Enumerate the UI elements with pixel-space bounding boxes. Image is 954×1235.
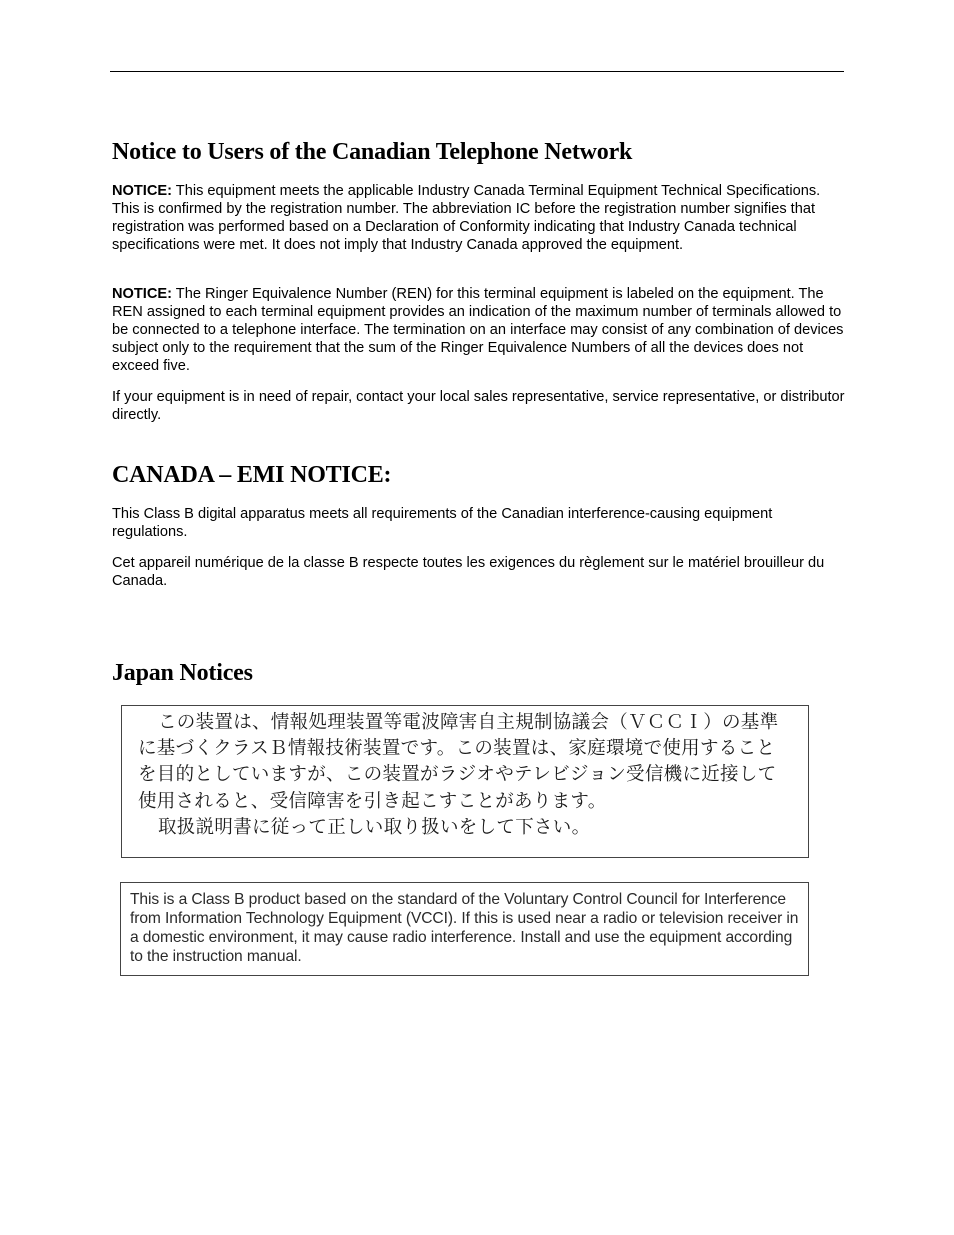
notice-text: The Ringer Equivalence Number (REN) for this terminal equipment is labeled on the equipment. The REN assigned to each terminal equipment provides an indication of the maximum number of terminals allowed to be connected to a telephone interface. The termination on an interface may consist of any combination of devices subject only to the requirement that the sum of the Ringer Equivalence Numbers of all the devices does not exceed five. [112, 286, 844, 374]
heading-canadian-telephone-network: Notice to Users of the Canadian Telephone Network [112, 139, 633, 165]
repair-paragraph: If your equipment is in need of repair, contact your local sales representative, service representative, or distributor directly. [112, 389, 845, 423]
vcci-japanese-line: に基づくクラスＢ情報技術装置です。この装置は、家庭環境で使用すること [138, 738, 776, 760]
vcci-japanese-notice-box [121, 705, 809, 858]
vcci-english-text: This is a Class B product based on the standard of the Voluntary Control Council for Interference from Information Technology Equipment (VCCI). If this is used near a radio or television receiver in a domestic environment, it may cause radio interference. Install and use the equipment according to the instruction manual. [130, 891, 799, 965]
vcci-japanese-line: 取扱説明書に従って正しい取り扱いをして下さい。 [158, 816, 591, 838]
notice-lead: NOTICE: [112, 183, 172, 199]
heading-canada-emi-notice: CANADA – EMI NOTICE: [112, 462, 392, 488]
vcci-english-notice-box [120, 882, 809, 976]
emi-paragraph-french: Cet appareil numérique de la classe B respecte toutes les exigences du règlement sur le matériel brouilleur du Canada. [112, 555, 825, 589]
vcci-japanese-line: を目的としていますが、この装置がラジオやテレビジョン受信機に近接して [138, 764, 777, 786]
notice-paragraph-1 [112, 182, 846, 254]
notice-paragraph-2 [112, 285, 846, 375]
heading-japan-notices: Japan Notices [112, 660, 253, 686]
notice-text: This equipment meets the applicable Industry Canada Terminal Equipment Technical Specifications. This is confirmed by the registration number. The abbreviation IC before the registration number signifies that registration was performed based on a Declaration of Conformity indicating that Industry Canada technical specifications were met. It does not imply that Industry Canada approved the equipment. [112, 183, 821, 253]
header-rule [110, 71, 844, 72]
vcci-japanese-line: 使用されると、受信障害を引き起こすことがあります。 [138, 790, 607, 812]
emi-paragraph-english: This Class B digital apparatus meets all requirements of the Canadian interference-causing equipment regulations. [112, 506, 773, 540]
vcci-japanese-line: この装置は、情報処理装置等電波障害自主規制協議会（ＶＣＣＩ）の基準 [158, 712, 779, 733]
notice-lead: NOTICE: [112, 286, 172, 302]
